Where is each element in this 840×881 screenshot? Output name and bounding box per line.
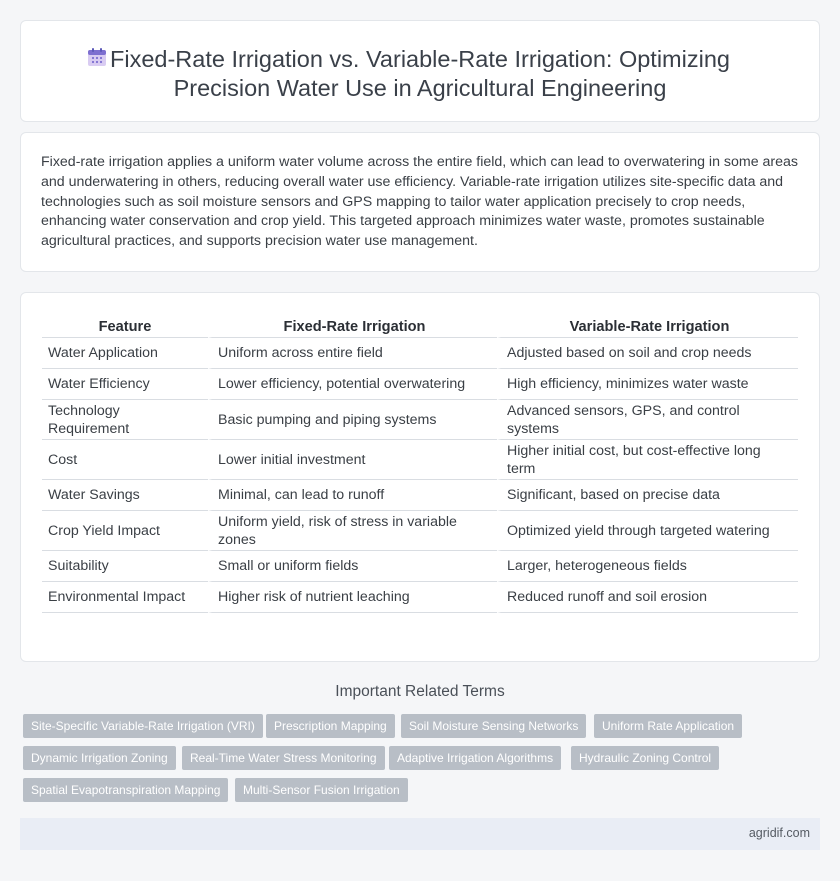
fixed-rate-cell: Lower initial investment <box>208 440 497 480</box>
table-header-row <box>42 316 798 338</box>
related-term-tag[interactable]: Multi-Sensor Fusion Irrigation <box>235 778 408 802</box>
tag-row <box>23 746 803 778</box>
feature-cell: Water Application <box>42 338 208 369</box>
related-term-tag[interactable]: Real-Time Water Stress Monitoring <box>182 746 385 770</box>
variable-rate-cell: Advanced sensors, GPS, and control systems <box>497 400 798 440</box>
fixed-rate-cell: Uniform across entire field <box>208 338 497 369</box>
variable-rate-cell: Optimized yield through targeted watering <box>497 511 798 551</box>
related-term-tag[interactable]: Hydraulic Zoning Control <box>571 746 719 770</box>
table-row <box>42 511 798 551</box>
table-row <box>42 440 798 480</box>
variable-rate-cell: High efficiency, minimizes water waste <box>497 369 798 400</box>
header-fixed-rate: Fixed-Rate Irrigation <box>208 316 497 338</box>
header-variable-rate: Variable-Rate Irrigation <box>497 316 798 338</box>
table-row <box>42 551 798 582</box>
related-term-tag[interactable]: Dynamic Irrigation Zoning <box>23 746 176 770</box>
feature-cell: Cost <box>42 440 208 480</box>
variable-rate-cell: Significant, based on precise data <box>497 480 798 511</box>
title-card <box>20 20 820 122</box>
table-row <box>42 400 798 440</box>
related-term-tag[interactable]: Adaptive Irrigation Algorithms <box>389 746 561 770</box>
related-term-tag[interactable]: Uniform Rate Application <box>594 714 742 738</box>
related-terms-title: Important Related Terms <box>335 683 505 700</box>
tag-row <box>23 778 803 810</box>
page-title-line-1: Fixed-Rate Irrigation vs. Variable-Rate Irrigation: Optimizing <box>110 46 730 72</box>
related-term-tag[interactable]: Spatial Evapotranspiration Mapping <box>23 778 228 802</box>
fixed-rate-cell: Lower efficiency, potential overwatering <box>208 369 497 400</box>
related-term-tag[interactable]: Soil Moisture Sensing Networks <box>401 714 586 738</box>
related-term-tag[interactable]: Site-Specific Variable-Rate Irrigation (VRI) <box>23 714 263 738</box>
feature-cell: Environmental Impact <box>42 582 208 613</box>
footer-bar <box>20 818 820 850</box>
header-feature: Feature <box>42 316 208 338</box>
variable-rate-cell: Reduced runoff and soil erosion <box>497 582 798 613</box>
variable-rate-cell: Adjusted based on soil and crop needs <box>497 338 798 369</box>
fixed-rate-cell: Minimal, can lead to runoff <box>208 480 497 511</box>
table-row <box>42 480 798 511</box>
table-row <box>42 369 798 400</box>
feature-cell: Technology Requirement <box>42 400 208 440</box>
fixed-rate-cell: Uniform yield, risk of stress in variable zones <box>208 511 497 551</box>
table-row <box>42 582 798 613</box>
related-terms-list <box>23 714 803 810</box>
comparison-card <box>20 292 820 662</box>
page-title <box>21 45 819 103</box>
variable-rate-cell: Higher initial cost, but cost-effective long term <box>497 440 798 480</box>
feature-cell: Water Savings <box>42 480 208 511</box>
related-term-tag[interactable]: Prescription Mapping <box>266 714 395 738</box>
fixed-rate-cell: Basic pumping and piping systems <box>208 400 497 440</box>
fixed-rate-cell: Higher risk of nutrient leaching <box>208 582 497 613</box>
table-row <box>42 338 798 369</box>
fixed-rate-cell: Small or uniform fields <box>208 551 497 582</box>
intro-card <box>20 132 820 272</box>
feature-cell: Water Efficiency <box>42 369 208 400</box>
feature-cell: Crop Yield Impact <box>42 511 208 551</box>
intro-paragraph: Fixed-rate irrigation applies a uniform water volume across the entire field, which can lead to overwatering in some areas and underwatering in others, reducing overall water use efficiency. Variable-rate irrigation utilizes site-specific data and technologies such as soil moisture sensors and GPS mapping to tailor water application precisely to crop needs, enhancing water conservation and crop yield. This targeted approach minimizes water waste, promotes sustainable agricultural practices, and supports precision water use management. <box>41 154 799 250</box>
tag-row <box>23 714 803 746</box>
variable-rate-cell: Larger, heterogeneous fields <box>497 551 798 582</box>
comparison-table <box>42 316 798 613</box>
page-title-line-2: Precision Water Use in Agricultural Engineering <box>173 75 667 101</box>
footer-site-link[interactable]: agridif.com <box>748 826 810 840</box>
feature-cell: Suitability <box>42 551 208 582</box>
